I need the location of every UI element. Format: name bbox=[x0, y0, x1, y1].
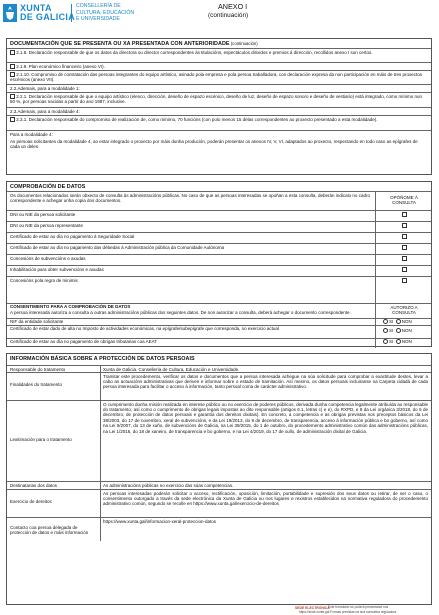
consent-yes-label: SI bbox=[389, 319, 394, 324]
dept-line3: E UNIVERSIDADE bbox=[76, 16, 120, 22]
check-row-divider bbox=[7, 265, 431, 266]
info-row-label: Lexitimación para o tratamento bbox=[10, 436, 72, 442]
info-column-divider bbox=[100, 372, 101, 400]
check-item-label: Concesións de subvencións e axudas bbox=[10, 256, 86, 261]
documentation-section bbox=[6, 38, 432, 175]
check-item-label: DNI ou NIE da persoa representante bbox=[10, 223, 84, 228]
consent-no-label: NON bbox=[401, 319, 412, 324]
info-row-text: https://www.xunta.gal/informacion-xeral-proteccion-datos bbox=[103, 518, 217, 524]
info-row-text: Tramitar este procedemento, verificar os datos e documentos que a persoa interesada achegue na súa solicitude para comprobar a exactitude destes, levar a cabo as actuacións administrativas que deriven e informar sobre o estado de tramitación. Así mesmo, os datos persoais incluiranse na Carpeta cidadá de cada persoa interesada para facilitar o acceso á información, tanto persoal coma de carácter administrativo. bbox=[103, 373, 428, 390]
check-row-divider bbox=[7, 243, 431, 244]
info-row-text: As administracións públicas no exercicio das súas competencias. bbox=[103, 482, 234, 488]
data-check-intro: Os documentos relacionados serán obxecto de consulta ás administracións públicas. No caso de que as persoas interesadas se opoñan a esta consulta, deberán indicalo no cadro correspondente e achegar unha copia dos documentos. bbox=[10, 193, 370, 204]
check-row-divider bbox=[7, 276, 431, 277]
annex-title: ANEXO I bbox=[218, 2, 248, 11]
doc-item-2-1-10: 2.1.10. Compromiso de contratación das persoas integrantes do equipo artístico, asinado pola empresa e pola persoa traballadora, con declaración expresa da non participación en máis de tres proxectos escénicos (anexo VII). bbox=[10, 72, 423, 83]
info-column-divider bbox=[100, 400, 101, 481]
consent-text: A persoa interesada autoriza a consulta a outras administracións públicas dos seguintes datos. De non autorizar a consulta, deberá achegar o documento correspondente. bbox=[10, 309, 351, 315]
check-item-label: Concesións pola regra de minimis bbox=[10, 278, 78, 283]
info-row-label: Finalidades do tratamento bbox=[10, 382, 63, 387]
modality-4-note: As persoas solicitantes da modalidade 4, ao estar integrado o proxecto por máis dunha produción, poderán presentar os anexos IV, V, VI, adaptados ao proxecto, respectando en todo caso as epígrafes de cada un deles. bbox=[10, 139, 418, 150]
consent-yes-radio[interactable] bbox=[383, 328, 388, 333]
info-row-label: Exercicio de dereitos bbox=[10, 499, 52, 504]
dept-line2: CULTURA, EDUCACIÓN bbox=[76, 9, 135, 16]
doc-checkbox[interactable] bbox=[10, 50, 15, 55]
consent-yes-label: SI bbox=[389, 339, 394, 344]
consent-no-radio[interactable] bbox=[396, 328, 401, 333]
footer bbox=[295, 606, 435, 615]
consent-item-label: NIF da entidade solicitante bbox=[10, 319, 64, 324]
consent-no-radio[interactable] bbox=[396, 339, 401, 344]
consent-radio-group bbox=[383, 328, 412, 333]
oppose-checkbox[interactable] bbox=[402, 245, 407, 250]
consent-item-label: Certificado de estar ao día no pagamento de obrigas tributarias coa AEAT bbox=[10, 339, 158, 344]
check-item-label: Certificado de estar ao día no pagamento das débedas á Administración pública da Comunidade Autónoma bbox=[10, 245, 225, 250]
consent-radio-group bbox=[383, 339, 412, 344]
modality-4-label-a: 2.3.Ademais, para a modalidade 4: bbox=[10, 108, 80, 114]
logo-word2: DE GALICIA bbox=[20, 12, 76, 22]
oppose-checkbox[interactable] bbox=[402, 278, 407, 283]
oppose-checkbox[interactable] bbox=[402, 267, 407, 272]
doc-checkbox[interactable] bbox=[10, 117, 15, 122]
doc-item-2-2-1: 2.2.1. Declaración responsable de que o equipo artístico (elenco, dirección, deseño de espazo escénico, deseño de luz, deseño de espazo sonoro e deseño de vestiario) está integrado, como mínimo nun 50 %, por persoas nacidas a partir do ano 1987, inclusive. bbox=[10, 93, 423, 104]
info-row-label: Responsable do tratamento bbox=[10, 366, 66, 372]
oppose-checkbox[interactable] bbox=[402, 212, 407, 217]
data-protection-section bbox=[6, 353, 432, 605]
consent-title: CONSENTIMENTO PARA A COMPROBACIÓN DE DATOS bbox=[10, 304, 131, 309]
info-row-text: As persoas interesadas poderán solicitar o acceso, rectificación, oposición, limitación, portabilidade e supresión dos seus datos ou retirar, de ser o caso, o consentimento outorgado a través da sede electrónica da Xunta de Galicia ou nos lugares e rexistros establecidos na normativa reguladora do procedemento administrativo común, segundo se recolle en https://www.xunta.gal/exercicio-de-dereitos bbox=[103, 490, 428, 507]
footer-line1: Este formulario só poderá presentarse nos bbox=[328, 605, 389, 609]
check-row-divider bbox=[7, 254, 431, 255]
footer-line2: https://sede.xunta.gal Formas previstas na súa normativa reguladora. bbox=[299, 609, 397, 614]
check-row-divider bbox=[7, 210, 431, 211]
consent-yes-label: SI bbox=[389, 328, 394, 333]
check-item-label: Inhabilitación para obter subvencións e axudas bbox=[10, 267, 104, 272]
consent-yes-radio[interactable] bbox=[383, 339, 388, 344]
data-check-section bbox=[6, 181, 432, 347]
check-row-divider bbox=[7, 232, 431, 233]
consent-item-label: Certificado de estar dado de alta no Imposto de actividades económicas, na epígrafe/subepígrafe que corresponda, no exercicio actual bbox=[10, 326, 279, 331]
documentation-title: DOCUMENTACIÓN QUE SE PRESENTA OU XA PRESENTADA CON ANTERIORIDADE (continuación) bbox=[10, 41, 258, 47]
info-row-label: Destinatarias dos datos bbox=[10, 482, 58, 488]
header bbox=[0, 0, 439, 30]
check-item-label: DNI ou NIE da persoa solicitante bbox=[10, 212, 76, 217]
oppose-checkbox[interactable] bbox=[402, 223, 407, 228]
consent-no-label: NON bbox=[401, 339, 412, 344]
doc-checkbox[interactable] bbox=[10, 64, 15, 69]
dept-line1: CONSELLERÍA DE bbox=[76, 3, 121, 9]
data-protection-title: INFORMACIÓN BÁSICA SOBRE A PROTECCIÓN DE DATOS PERSOAIS bbox=[10, 356, 195, 362]
info-row-label: Contacto coa persoa delegada de protección de datos e máis información bbox=[10, 525, 89, 536]
oppose-checkbox[interactable] bbox=[402, 234, 407, 239]
info-column-divider bbox=[100, 517, 101, 541]
modality-1-label: 2.2.Ademais, para a modalidade 1: bbox=[10, 85, 80, 91]
modality-4-label-b: Para a modalidade 4: bbox=[10, 132, 53, 137]
check-row-divider bbox=[7, 221, 431, 222]
annex-sub: (continuación) bbox=[208, 12, 249, 19]
info-column-divider bbox=[100, 365, 101, 372]
info-column-divider bbox=[100, 489, 101, 517]
doc-item-2-3-1: 2.3.1. Declaración responsable do compromiso de realización de, como mínimo, 70 funcións (con polo menos 15 delas correspondentes ao proxecto presentado a esta modalidade). bbox=[10, 117, 428, 122]
info-column-divider bbox=[100, 481, 101, 489]
xunta-logo-icon bbox=[3, 4, 17, 22]
sede-label: SEDE ELECTRÓNICA bbox=[295, 606, 330, 610]
logo-word1: XUNTA bbox=[20, 3, 52, 13]
check-item-label: Certificado de estar ao día no pagamento á Seguridade Social bbox=[10, 234, 135, 239]
oppose-checkbox[interactable] bbox=[402, 256, 407, 261]
doc-item-2-1-8: 2.1.8. Declaración responsable de que os datos da directora ou director correspondentes ás titulacións, espectáculos dirixidos e premios á dirección, recollidos anexo I son certos. bbox=[10, 50, 428, 55]
oppose-header: OPÓÑOME Á CONSULTA bbox=[390, 195, 418, 206]
logo-divider bbox=[71, 4, 72, 22]
info-row-text: Xunta de Galicia. Consellería de Cultura, Educación e Universidade. bbox=[103, 366, 240, 372]
doc-item-2-1-9: 2.1.9. Plan económico financeiro (anexo VI). bbox=[10, 64, 428, 69]
data-check-title: COMPROBACIÓN DE DATOS bbox=[10, 184, 86, 190]
consent-no-label: NON bbox=[401, 328, 412, 333]
authorize-header: AUTORIZO A CONSULTA bbox=[390, 305, 418, 316]
info-row-text: O cumprimento dunha misión realizada en interese público ou no exercicio de poderes públicos, derivada dunha competencia legalmente atribuída ao responsable do tratamento, así como o cumprimento de obrigas legais impostas ao dito responsable (artigos 6.1, letras c) e e), do RXPD, e 8 da Lei orgánica 3/2018, do 5 de decembro, de protección de datos persoais e garantía dos dereitos dixitais). En concreto, a competencia e as obrigas previstas nos preceptos básicos da Lei 38/2003, do 17 de novembro, xeral de subvencións, e da Lei 19/2013, do 9 de decembro, de transparencia, acceso á información pública e bo goberno, así como na Lei 9/2007, do 13 de xuño, de subvencións de Galicia, na Lei 39/2015, do 1 de outubro, do procedemento administrativo común das administracións públicas, na Lei 1/2016, do 18 de xaneiro, de transparencia e bo goberno, e na Lei 4/2019, do 17 de xullo, de administración dixital de Galicia. bbox=[103, 401, 428, 434]
